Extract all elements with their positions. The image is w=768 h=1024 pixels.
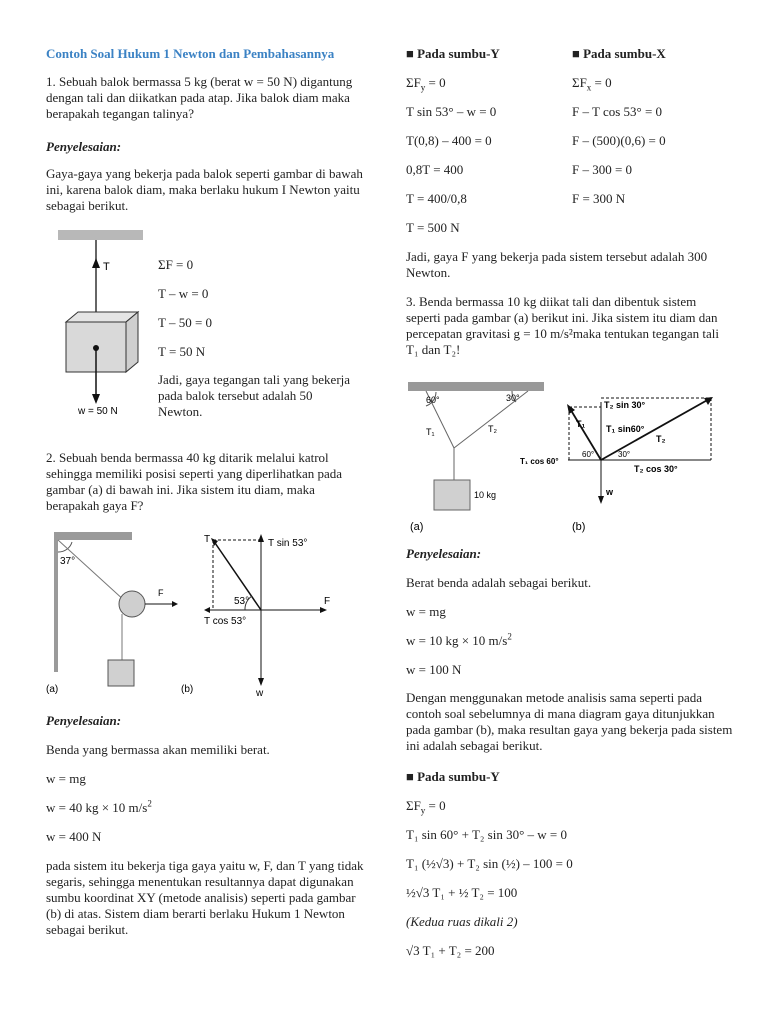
q1-eq-4: T = 50 N [158,344,206,359]
y-eq-1: $\Sigma F_y = 0$ [406,75,446,93]
q3-eq-b: T₁ sin 60° + T₂ sin 30° – w = 0 [406,827,568,842]
x-eq-4: F – 300 = 0 [572,162,633,177]
x-eq-2: F – T cos 53° = 0 [572,104,663,119]
t1-arrowhead-b [567,404,575,414]
mass-block-3 [434,480,470,510]
fig2-label-a: (a) [46,684,59,695]
question-3: 3. Benda bermassa 10 kg diikat tali dan dibentuk sistem seperti pada gambar (a) berikut ini. Jika sistem itu diam dan percepatan gravitasi g = 10 m/s²maka tentukan tegangan tali T₁ dan T₂! [406,294,720,357]
w-arrowhead [598,496,604,504]
w-label-b: w [606,487,614,497]
q2-text-1: Benda yang bermassa akan memiliki berat. [46,742,270,757]
tension-label: T [103,261,110,273]
force-f-label-b: F [324,596,331,607]
angle-60-label: 60° [426,395,440,405]
x-axis-heading: ■ Pada sumbu-X [572,46,666,61]
q3-eq-3: w = 100 N [406,662,462,677]
weight-arrowhead-b [258,678,264,686]
ceiling-beam [54,532,132,540]
y-eq-3: T(0,8) – 400 = 0 [406,133,492,148]
x-eq-1: $\Sigma F_x = 0$ [572,75,612,93]
q2-text-2: pada sistem itu bekerja tiga gaya yaitu w, F, dan T yang tidak segaris, sehingga menentukan resultannya dapat digunakan sumbu koordinat XY (metode analisis) seperti pada gambar (b) di atas. Sistem diam berarti berlaku Hukum 1 Newton sebagai berikut. [46,858,364,937]
t2-label-b: T₂ [656,434,666,444]
q2-conclusion: Jadi, gaya F yang bekerja pada sistem tersebut adalah 300 Newton. [406,249,708,280]
mass-block [108,660,134,686]
wall [54,532,58,672]
y-axis-heading: ■ Pada sumbu-Y [406,46,500,61]
tsin-arrowhead [258,534,264,542]
q3-note: (Kedua ruas dikali 2) [406,914,518,929]
q2-eq-2: w = 40 kg × 10 $m/s^2$ [46,798,152,815]
pulley-wheel [119,591,145,617]
q1-explanation: Gaya-gaya yang bekerja pada balok seperti gambar di bawah ini, karena balok diam, maka berlaku hukum I Newton yaitu sebagai berikut. [46,166,363,213]
q3-eq-a: $\Sigma F_y = 0$ [406,798,446,816]
q1-eq-3: T – 50 = 0 [158,315,213,330]
weight-label: w = 50 N [78,406,118,417]
weight-arrowhead [92,394,100,404]
force-f-arrowhead [172,601,178,607]
t2-label-a: T₂ [488,424,497,434]
solution-label-3: Penyelesaian: [406,546,482,561]
angle-30-label-b: 30° [618,450,631,459]
y-eq-2: T sin 53° – w = 0 [406,104,497,119]
ceiling [58,230,143,240]
y-axis-heading-2: ■ Pada sumbu-Y [406,769,500,784]
q1-conclusion: Jadi, gaya tegangan tali yang bekerja pada balok tersebut adalah 50 Newton. [158,372,351,419]
y-eq-4: 0,8T = 400 [406,162,464,177]
angle-53-label: 53° [234,596,250,607]
t1cos-label: T₁ cos 60° [520,457,559,466]
t2cos-label: T₂ cos 30° [634,464,678,474]
y-eq-6: T = 500 N [406,220,460,235]
y-eq-5: T = 400/0,8 [406,191,467,206]
weight-label-b: w [256,688,264,699]
figure-hanging-block [58,230,168,420]
question-2: 2. Sebuah benda bermassa 40 kg ditarik melalui katrol sehingga memiliki posisi seperti yang diperlihatkan pada gambar (a) di bawah ini. Jika sistem itu diam, maka berapakah gaya F? [46,450,343,513]
q3-eq-2: w = 10 kg × 10 $m/s^2$ [406,631,512,648]
figure-pulley [46,532,366,702]
question-1: 1. Sebuah balok bermassa 5 kg (berat w = 50 N) digantung dengan tali dan diikatkan pada atap. Jika balok diam maka berapakah tegangan talinya? [46,74,353,121]
x-eq-5: F = 300 N [572,191,626,206]
x-eq-3: F – (500)(0,6) = 0 [572,133,666,148]
pulley-rope-top [58,540,126,602]
fig3-label-b: (b) [572,521,586,533]
tcos-arrowhead [204,607,210,613]
q2-eq-1: w = mg [46,771,86,786]
q3-eq-e: √3 T₁ + T₂ = 200 [406,943,495,958]
angle-30-label: 30° [506,393,520,403]
q2-eq-3: w = 400 N [46,829,102,844]
force-f-label-a: F [158,588,164,598]
t1sin-label: T₁ sin60° [606,424,645,434]
angle-37-label: 37° [60,556,76,567]
tsin-label: T sin 53° [268,538,308,549]
fig2-label-b: (b) [181,684,194,695]
tension-arrowhead [92,258,100,268]
mass-label: 10 kg [474,490,497,500]
q3-text-2: Dengan menggunakan metode analisis sama seperti pada contoh soal sebelumnya di mana diagram gaya ditunjukkan pada gambar (b), maka resultan gaya yang bekerja pada sistem ini adalah sebagai berikut. [406,690,733,753]
page-title: Contoh Soal Hukum 1 Newton dan Pembahasannya [46,46,335,61]
solution-label-2: Penyelesaian: [46,713,122,728]
t2sin-label: T₂ sin 30° [604,400,646,410]
q3-eq-d: ½√3 T₁ + ½ T₂ = 100 [406,885,518,900]
q3-eq-1: w = mg [406,604,446,619]
tcos-label: T cos 53° [204,616,247,627]
t1-label-b: T₁ [576,419,586,429]
q1-eq-2: T – w = 0 [158,286,209,301]
q3-text-1: Berat benda adalah sebagai berikut. [406,575,592,590]
force-f-arrowhead-b [320,607,327,613]
figure-two-ropes [406,380,736,540]
tension-label-b: T [204,534,211,545]
q3-eq-c: T₁ (½√3) + T₂ sin (½) – 100 = 0 [406,856,573,871]
t1-label-a: T₁ [426,427,435,437]
q1-eq-1: ΣF = 0 [158,257,194,272]
block-side [126,312,138,372]
ceiling-3 [408,382,544,391]
angle-60-label-b: 60° [582,450,595,459]
fig3-label-a: (a) [410,521,424,533]
solution-label-1: Penyelesaian: [46,139,122,154]
